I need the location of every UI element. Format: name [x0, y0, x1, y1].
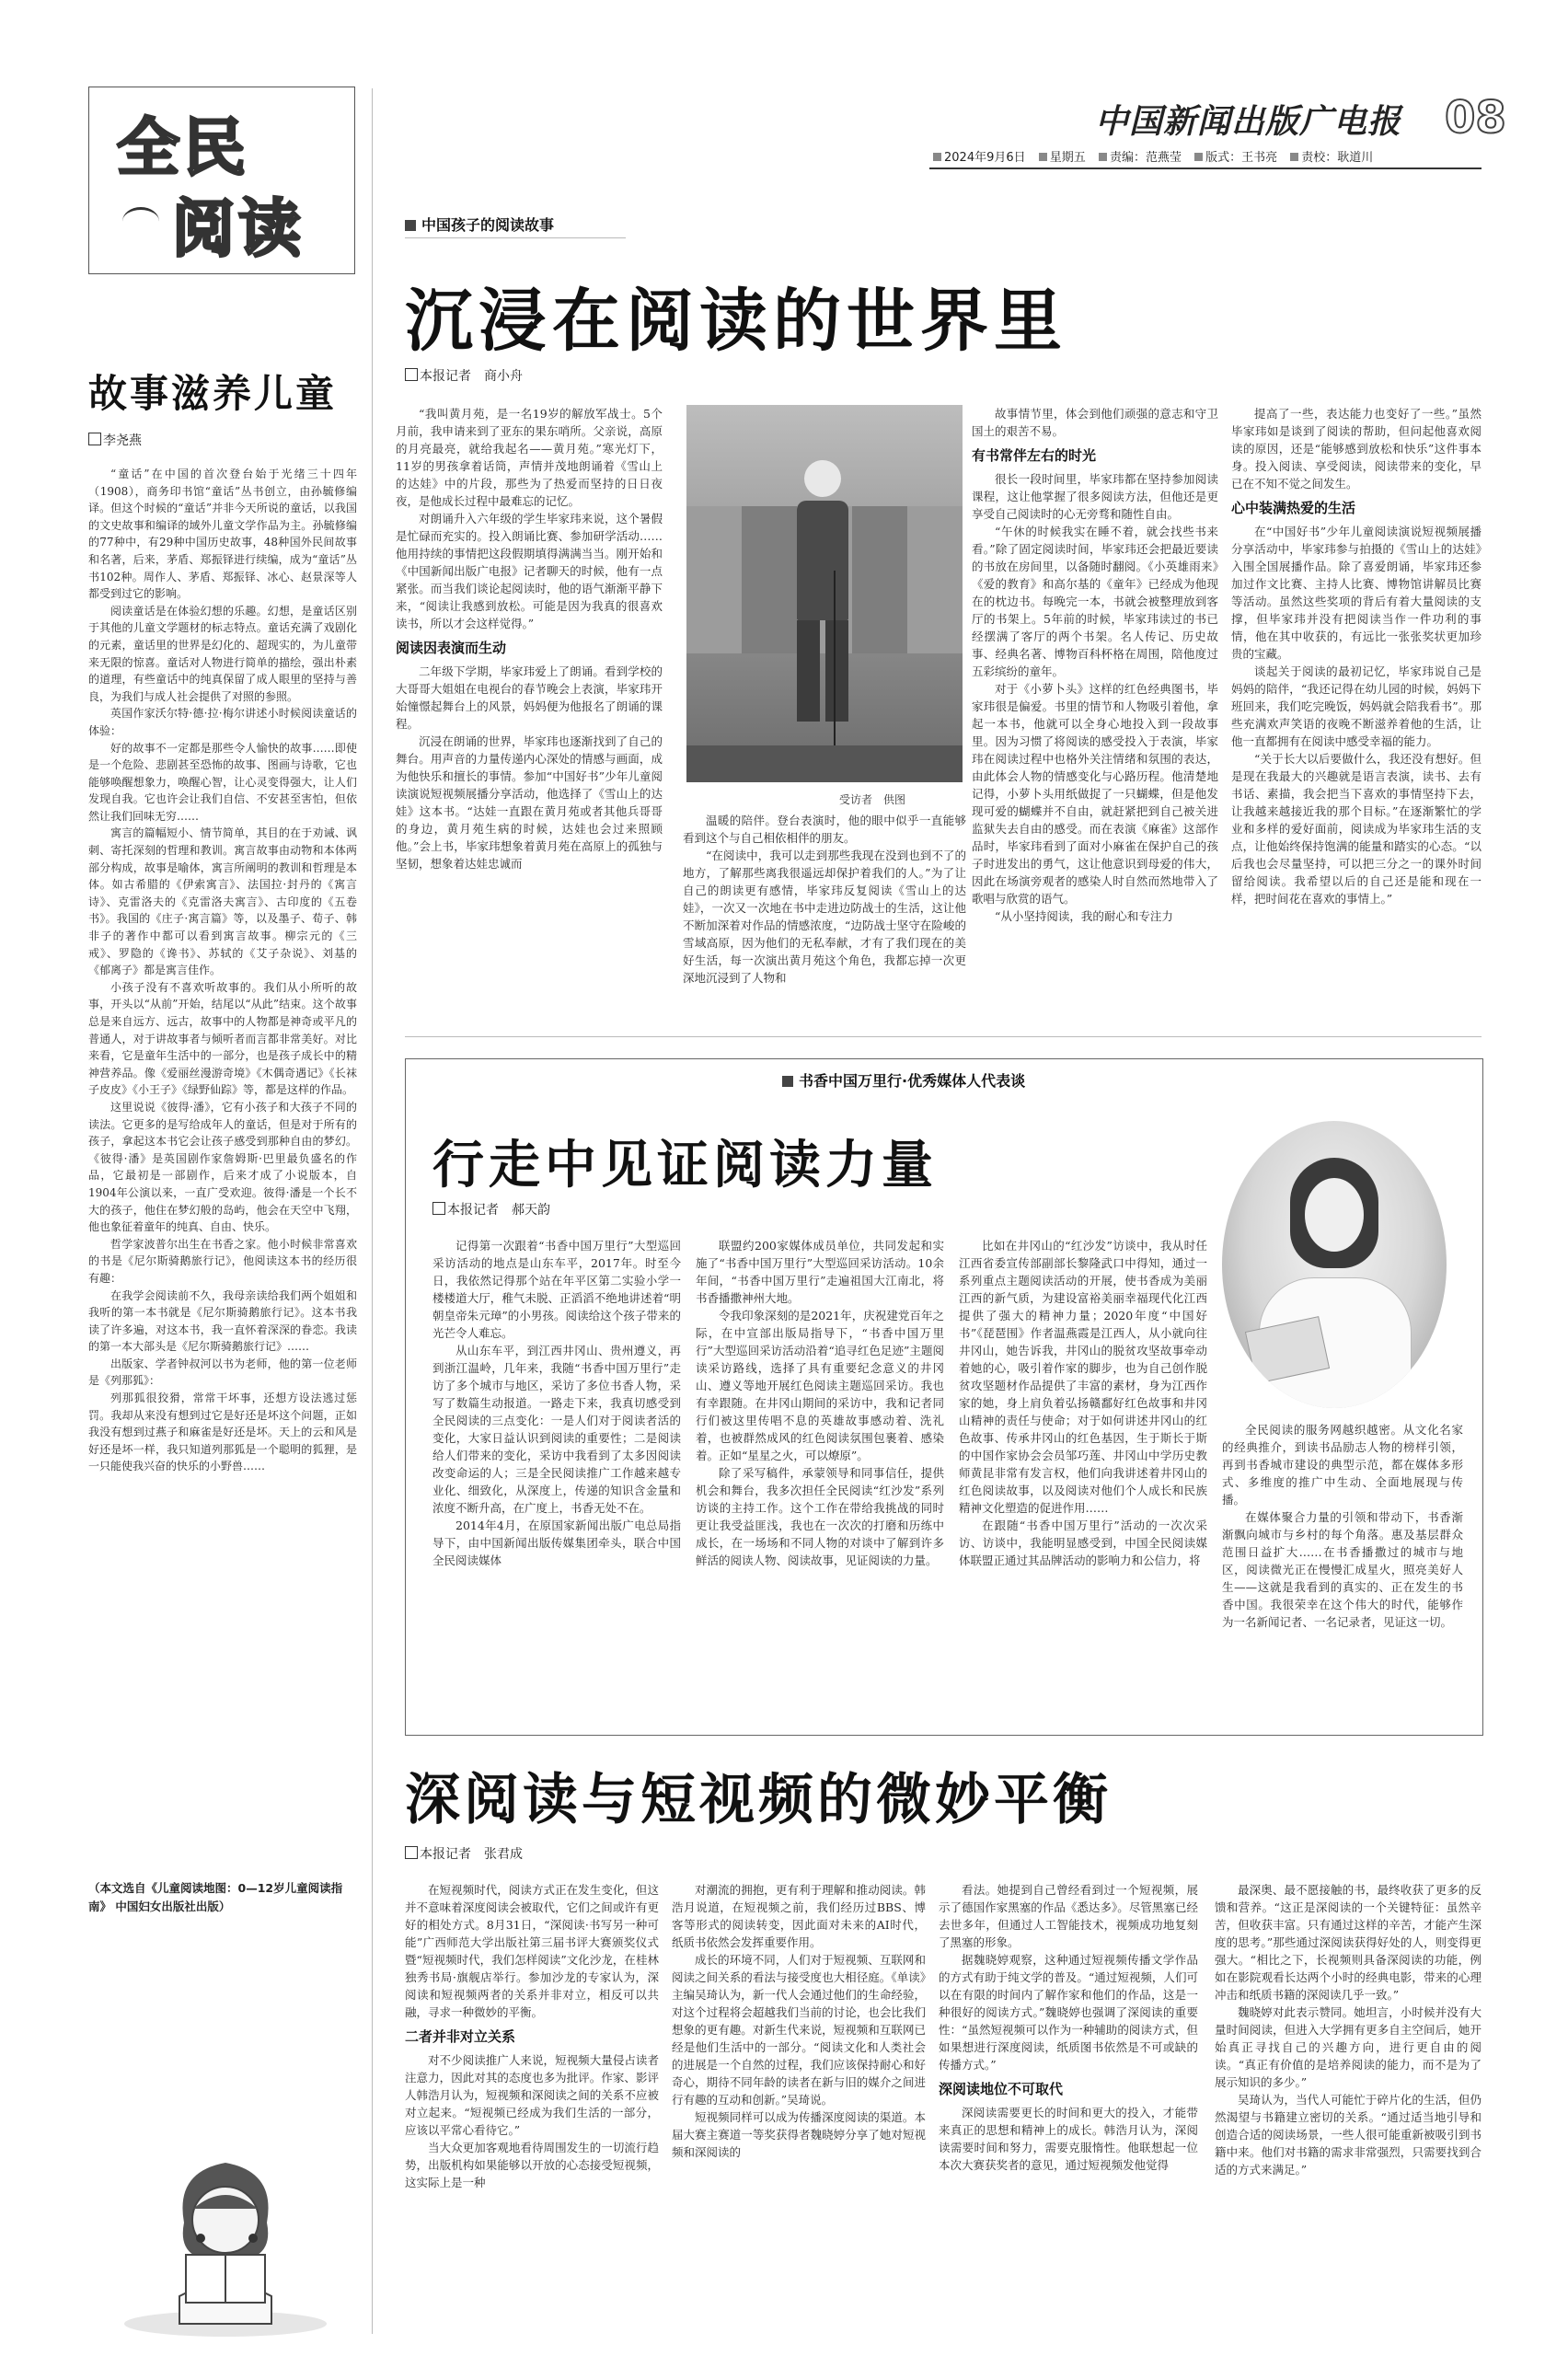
- article2-tag: [773, 1069, 1034, 1091]
- subheading: 有书常伴左右的时光: [972, 447, 1097, 464]
- article1-byline: [405, 366, 523, 385]
- paragraph: “童话”在中国的首次登台始于光绪三十四年（1908），商务印书馆“童话”丛书创立，由孙毓修编译。但这个时候的“童话”并非今天所说的童话，以我国的文史故事和编译的域外儿童文学作品为主。孙毓修编的77种中，有29种中国历史故事，48种国外民间故事和名著，后来，茅盾、郑振铎进行续编，成为“童话”丛书102种。周作人、茅盾、郑振铎、冰心、赵景深等人都受到过它的影响。: [88, 468, 357, 601]
- paragraph: 2014年4月，在原国家新闻出版广电总局指导下，由中国新闻出版传媒集团牵头，联合中国全民阅读媒体: [432, 1519, 681, 1567]
- paragraph: 在媒体聚合力量的引领和带动下，书香渐渐飘向城市与乡村的每个角落。惠及基层群众范围日益扩大……在书香播撒过的城市与地区，阅读微光正在慢慢汇成星火，照亮美好人生——这就是我看到的真实的、正在发生的书香中国。我很荣幸在这个伟大的时代，能够作为一名新闻记者、一名记录者，见证这一切。: [1222, 1510, 1463, 1629]
- article2-portrait: [1222, 1121, 1447, 1408]
- paragraph: 寓言的篇幅短小、情节简单，其目的在于劝诫、讽刺、寄托深刻的哲理和教训。寓言故事由动物和本体两部分构成，故事是喻体，寓言所阐明的教训和哲理是本体。如古希腊的《伊索寓言》、法国拉·封丹的《寓言诗》、克雷洛夫的《克雷洛夫寓言》、古印度的《五卷书》。我国的《庄子·寓言篇》等，以及墨子、荀子、韩非子的著作中都可以看到寓言故事。柳宗元的《三戒》、罗隐的《谗书》、苏轼的《艾子杂说》、刘基的《郁离子》都是寓言佳作。: [88, 826, 357, 977]
- paragraph: 故事情节里，体会到他们顽强的意志和守卫国土的艰苦不易。: [972, 407, 1218, 438]
- section-logo-line1: 全民: [117, 112, 250, 185]
- paragraph: 据魏晓婷观察，这种通过短视频传播文学作品的方式有助于纯文学的普及。“通过短视频，人们可以在有限的时间内了解作家和他们的作品，这是一种很好的阅读方式。”魏晓婷也强调了深阅读的重要性：“虽然短视频可以作为一种辅助的阅读方式，但如果想进行深度阅读，纸质图书依然是不可或缺的传播方式。”: [939, 1953, 1198, 2072]
- subheading: 二者并非对立关系: [405, 2028, 516, 2045]
- article1-photo-caption: 受访者 供图: [839, 793, 906, 806]
- subheading: 心中装满热爱的生活: [1231, 500, 1356, 516]
- paragraph: 除了采写稿件，承蒙领导和同事信任，提供机会和舞台，我多次担任全民阅读“红沙发”系列访谈的主持工作。这个工作在带给我挑战的同时更让我受益匪浅，我也在一次次的打磨和历练中成长，在一场场和不同人物的对谈中了解到许多鲜活的阅读人物、阅读故事，见证阅读的力量。: [696, 1466, 944, 1567]
- paragraph: 对不少阅读推广人来说，短视频大量侵占读者注意力，因此对其的态度也多为批评。作家、影评人韩浩月认为，短视频和深阅读之间的关系不应被对立起来。“短视频已经成为我们生活的一部分，应该以平常心看待它。”: [405, 2053, 659, 2137]
- paragraph: 从山东车平，到江西井冈山、贵州遵义，再到浙江温岭，几年来，我随“书香中国万里行”走访了多个城市与地区，采访了多位书香人物，采写了数篇生动报道。一路走下来，我真切感受到全民阅读的三点变化：一是人们对于阅读者活的变化，大家日益认识到阅读的重要性；二是阅读给人们带来的变化，采访中我看到了太多因阅读改变命运的人；三是全民阅读推广工作越来越专业化、细致化，从深度上，传递的知识含金量和浓度不断升高，在广度上，书香无处不在。: [432, 1344, 681, 1515]
- paragraph: 联盟约200家媒体成员单位，共同发起和实施了“书香中国万里行”大型巡回采访活动。10余年间，“书香中国万里行”走遍祖国大江南北，将书香播撒神州大地。: [696, 1239, 944, 1305]
- paragraph: 谈起关于阅读的最初记忆，毕家玮说自己是妈妈的陪伴，“我还记得在幼儿园的时候，妈妈下班回来，我们吃完晚饭，妈妈就会陪我看书”。那些充满欢声笑语的夜晚不断滋养着他的生活，让他一直都拥有在阅读中感受幸福的能力。: [1231, 664, 1482, 748]
- paragraph: 对于《小萝卜头》这样的红色经典图书，毕家玮很是偏爱。书里的情节和人物吸引着他，拿起一本书，他就可以全身心地投入到一段故事里。因为习惯了将阅读的感受投入于表演，毕家玮在阅读过程中也格外关注情绪和氛围的表达，由此体会人物的情感变化与心路历程。他清楚地记得，小萝卜头用纸做捉了一只蝴蝶，但是他发现可爱的蝴蝶并不自由，就赶紧把到自己被关进监狱失去自由的感受。而在表演《麻雀》这部作品时，毕家玮看到了面对小麻雀在保护自己的孩子时进发出的勇气，这让他意识到母爱的伟大，因此在场演旁观者的感染人时自然而然地带入了歌唱与欣赏的语气。: [972, 682, 1218, 906]
- left-article-author: 李尧燕: [103, 433, 142, 448]
- article3-byline-name: 张君成: [484, 1847, 523, 1862]
- article3-col1: [405, 1881, 659, 2332]
- paragraph: 吴琦认为，当代人可能忙于碎片化的生活，但仍然渴望与书籍建立密切的关系。“通过适当地引导和创造合适的阅读场景，一些人很可能重新被吸引到书籍中来。他们对书籍的需求非常强烈，只需要找到合适的方式来满足。”: [1215, 2093, 1482, 2177]
- left-article-body: [88, 466, 357, 1874]
- article1-col1: [396, 405, 663, 1023]
- paragraph: 列那狐很狡猾，常常干坏事，还想方设法逃过惩罚。我却从来没有想到过它是好还是坏这个问题，正如我没有想到过燕子和麻雀是好还是坏。天上的云和风是好还是坏一样，我只知道列那狐是一个聪明的狐狸，是一只能使我兴奋的快乐的小野兽……: [88, 1392, 357, 1473]
- article3-title: 深阅读与短视频的微妙平衡: [405, 1768, 1112, 1832]
- paragraph: 出版家、学者钟叔河以书为老师，他的第一位老师是《列那狐》：: [88, 1357, 357, 1388]
- issue-date: 2024年9月6日: [944, 151, 1026, 165]
- article1-col2: [683, 812, 966, 1023]
- paragraph: 二年级下学期，毕家玮爱上了朗诵。看到学校的大哥哥大姐姐在电视台的春节晚会上表演，毕家玮开始憧憬起舞台上的风景，妈妈便为他报名了朗诵的课程。: [396, 664, 663, 731]
- paragraph: “关于长大以后要做什么，我还没有想好。但是现在我最大的兴趣就是语言表演，读书、去有书话、素描，我会把当下喜欢的事情坚持下去，让我越来越接近我的那个目标。”在逐渐繁忙的学业和多样的爱好面前，阅读成为毕家玮生活的支点，让他始终保持饱满的能量和踏实的心态。“以后我也会尽量坚持，可以把三分之一的课外时间留给阅读。我希望以后的自己还是能和现在一样，把时间花在喜欢的事情上。”: [1231, 752, 1482, 906]
- article1-byline-label: 本报记者: [420, 369, 471, 384]
- paragraph: 对朗诵升入六年级的学生毕家玮来说，这个暑假是忙碌而充实的。投入朗诵比赛、参加研学活动……他用持续的事情把这段假期填得满满当当。刚开始和《中国新闻出版广电报》记者聊天的时候，他有一点紧张。而当我们谈论起阅读时，他的语气渐渐平静下来，“阅读让我感到放松。可能是因为我真的很喜欢读书，所以才会这样觉得。”: [396, 512, 663, 630]
- paragraph: 提高了一些，表达能力也变好了一些。”虽然毕家玮如是谈到了阅读的帮助，但问起他喜欢阅读的原因，还是“能够感到放松和快乐”这件事本身。投入阅读、享受阅读，阅读带来的变化，早已在不知不觉之间发生。: [1231, 407, 1482, 491]
- subheading: 阅读因表演而生动: [396, 640, 507, 656]
- page-number: 08: [1445, 92, 1506, 144]
- paragraph: 当大众更加客观地看待周围发生的一切流行趋势，出版机构如果能够以开放的心态接受短视频，这实际上是一种: [405, 2141, 659, 2189]
- paragraph: 魏晓婷对此表示赞同。她坦言，小时候并没有大量时间阅读，但进入大学拥有更多自主空间后，她开始真正寻找自己的兴趣方向，进行更自由的阅读。“真正有价值的是培养阅读的能力，而不是为了展示知识的多少。”: [1215, 2005, 1482, 2089]
- paragraph: 英国作家沃尔特·德·拉·梅尔讲述小时候阅读童话的体验：: [88, 707, 357, 737]
- paragraph: 好的故事不一定都是那些令人愉快的故事……即使是一个危险、悲剧甚至恐怖的故事、图画与诗歌，它也能够唤醒想象力，唤醒心智，让心灵变得强大，让人们发现自我。它也许会让我们自信、不安甚至害怕，但依然让我们回味无穷……: [88, 741, 357, 823]
- paper-name: 中国新闻出版广电报: [1095, 102, 1402, 141]
- paragraph: 最深奥、最不愿接触的书，最终收获了更多的反馈和营养。“这正是深阅读的一个关键特征：虽然辛苦，但收获丰富。只有通过这样的辛苦，才能产生深度的思考。”那些通过深阅读获得好处的人，则变得更强大。“相比之下，长视频则具备深阅读的功能，例如在影院观看长达两个小时的经典电影，带来的心理冲击和纸质书籍的深阅读几乎一致。”: [1215, 1883, 1482, 2002]
- proofreader: 责校：耿道川: [1301, 151, 1374, 165]
- paragraph: 记得第一次跟着“书香中国万里行”大型巡回采访活动的地点是山东车平，2017年。时至今日，我依然记得那个站在年平区第二实验小学一楼楼道大厅，稚气未脱、正滔滔不绝地讲述着“明朝皇帝朱元璋”的小男孩。阅读给这个孩子带来的光芒令人难忘。: [432, 1239, 681, 1340]
- paragraph: 这里说说《彼得·潘》，它有小孩子和大孩子不同的读法。它更多的是写给成年人的童话，但是对于所有的孩子，拿起这本书它会让孩子感受到那种自由的梦幻。《彼得·潘》是英国剧作家詹姆斯·巴里最负盛名的作品，它最初是一部剧作，后来才成了小说版本，自1904年公演以来，一直广受欢迎。彼得·潘是一个长不大的孩子，他住在梦幻般的岛屿，他会在天空中飞翔，他也象征着童年的纯真、自由、快乐。: [88, 1100, 357, 1234]
- paragraph: 全民阅读的服务网越织越密。从文化名家的经典推介，到读书品励志人物的榜样引领，再到书香城市建设的典型示范，都在媒体多形式、多维度的推广中生动、全面地展现与传播。: [1222, 1423, 1463, 1507]
- article3-col2: [672, 1881, 926, 2332]
- editor: 责编：范燕莹: [1109, 151, 1182, 165]
- article1-col3: [972, 405, 1218, 1023]
- paragraph: 阅读童话是在体验幻想的乐趣。幻想，是童话区别于其他的儿童文学题材的标志特点。童话充满了戏剧化的元素，童话里的世界是幻化的、超现实的，为儿童带来无限的惊喜。童话对人物进行简单的描绘，强出朴素的道理，有些童话中的纯真保留了成人眼里的坚持与善良，为我们与成人社会提供了对照的参照。: [88, 604, 357, 703]
- paragraph: 看法。她提到自己曾经看到过一个短视频，展示了德国作家黑塞的作品《悉达多》。尽管黑塞已经去世多年，但通过人工智能技术，视频成功地复刻了黑塞的形象。: [939, 1883, 1198, 1949]
- left-article-byline: [88, 431, 142, 449]
- paragraph: 很长一段时间里，毕家玮都在坚持参加阅读课程，这让他掌握了很多阅读方法，但他还是更享受自己阅读时的心无旁骛和随性自由。: [972, 472, 1218, 521]
- section-logo-line2: 阅读: [172, 193, 306, 266]
- article1-title: 沉浸在阅读的世界里: [405, 282, 1067, 361]
- paragraph: 哲学家波普尔出生在书香之家。他小时候非常喜欢的书是《尼尔斯骑鹅旅行记》，他阅读这本书的经历很有趣：: [88, 1237, 357, 1285]
- child-figure: [797, 460, 848, 755]
- article2-byline-name: 郝天韵: [512, 1203, 550, 1218]
- paragraph: 在“中国好书”少年儿童阅读演说短视频展播分享活动中，毕家玮参与拍摄的《雪山上的达娃》入围全国展播作品。除了喜爱朗诵，毕家玮还参加过作文比赛、主持人比赛、博物馆讲解员比赛等活动。虽然这些奖项的背后有着大量阅读的支撑，但毕家玮并没有把阅读当作一件功利的事情，他在其中收获的，有远比一张张奖状更加珍贵的宝藏。: [1231, 525, 1482, 661]
- paragraph: 深阅读需要更长的时间和更大的投入，才能带来真正的思想和精神上的成长。韩浩月认为，深阅读需要时间和努力，需要克服惰性。他联想起一位本次大赛获奖者的意见，通过短视频发他觉得: [939, 2106, 1198, 2172]
- paragraph: 小孩子没有不喜欢听故事的。我们从小所听的故事，开头以“从前”开始，结尾以“从此”结束。这个故事总是来自远方、远古，故事中的人物都是神奇或平凡的普通人，对于讲故事者与倾听者而言都非常美好。对比来看，它是童年生活中的一部分，也是孩子成长中的精神营养品。像《爱丽丝漫游奇境》《木偶奇遇记》《长袜子皮皮》《小王子》《绿野仙踪》等，都是这样的作品。: [88, 980, 357, 1097]
- paragraph: 在我学会阅读前不久，我母亲读给我们两个姐姐和我听的第一本书就是《尼尔斯骑鹅旅行记》。这本书我读了许多遍，对这本书，我一直怀着深深的眷恋。我读的第一本大部头是《尼尔斯骑鹅旅行记》……: [88, 1288, 357, 1354]
- article2-col1: [432, 1237, 681, 1715]
- article1-tag: [405, 214, 554, 235]
- article2-col3: [959, 1237, 1207, 1715]
- article1-photo: [686, 405, 963, 782]
- article2-byline: [432, 1200, 550, 1218]
- article2-title: 行走中见证阅读力量: [432, 1135, 938, 1195]
- paragraph: 对潮流的拥抱，更有利于理解和推动阅读。韩浩月说道，在短视频之前，我们经历过BBS、博客等形式的阅读转变，因此面对未来的AI时代，纸质书依然会发挥重要作用。: [672, 1883, 926, 1949]
- article3-col3: [939, 1881, 1198, 2332]
- section-logo: [88, 87, 355, 274]
- paragraph: “我叫黄月苑，是一名19岁的解放军战士。5个月前，我申请来到了亚东的果东哨所。父亲说，高原的月亮最亮，就给我起名——黄月苑。”寒光灯下，11岁的男孩拿着话筒，声情并茂地朗诵着《雪山上的达娃》中的片段，那些为了热爱而坚持的日日夜夜，是他成长过程中最难忘的记忆。: [396, 407, 663, 508]
- paragraph: 温暖的陪伴。登台表演时，他的眼中似乎一直能够看到这个与自己相依相伴的朋友。: [683, 814, 966, 845]
- microphone-stand-icon: [834, 571, 836, 755]
- article2-byline-label: 本报记者: [447, 1203, 499, 1218]
- paragraph: 短视频同样可以成为传播深度阅读的渠道。本届大赛主赛道一等奖获得者魏晓婷分享了她对短视频和深阅读的: [672, 2110, 926, 2159]
- left-article-source: （本文选自《儿童阅读地图：0—12岁儿童阅读指南》 中国妇女出版社出版）: [88, 1881, 343, 1913]
- subheading: 深阅读地位不可取代: [939, 2081, 1064, 2097]
- article3-byline-label: 本报记者: [420, 1847, 471, 1862]
- article2-col4: [1222, 1421, 1463, 1715]
- book-logo-icon: [122, 207, 159, 236]
- paragraph: 比如在井冈山的“红沙发”访谈中，我从时任江西省委宣传部副部长黎隆武口中得知，通过一系列重点主题阅读活动的开展，使书香成为美丽江西的新气质，为建设富裕美丽幸福现代化江西提供了强大的精神力量；2020年度“中国好书”《琵琶围》作者温燕霞是江西人，从小就向往井冈山，她告诉我，井冈山的脱贫攻坚故事牵动着她的心，吸引着作家的脚步，也为自己创作脱贫攻坚题材作品提供了丰富的素材，身为江西作家的她，身上肩负着弘扬赣鄱好红色故事和井冈山精神的责任与使命；对于如何讲述井冈山的红色故事、传承井冈山的红色基因，生于斯长于斯的中国作家协会会员邹巧莲、井冈山中学历史教师黄昆非常有发言权，他们向我讲述着井冈山的红色阅读故事，以及阅读对他们个人成长和民族精神文化塑造的促进作用……: [959, 1239, 1207, 1515]
- masthead-info: [933, 147, 1373, 165]
- article3-col4: [1215, 1881, 1482, 2332]
- paragraph: “从小坚持阅读，我的耐心和专注力: [995, 909, 1173, 923]
- article3-byline: [405, 1844, 523, 1863]
- left-article-title: 故事滋养儿童: [88, 371, 338, 416]
- article2-col2: [696, 1237, 944, 1715]
- paragraph: 在跟随“书香中国万里行”活动的一次次采访、访谈中，我能明显感受到，中国全民阅读媒体联盟正通过其品牌活动的影响力和公信力，将: [959, 1519, 1207, 1567]
- article1-col4: [1231, 405, 1482, 1023]
- paragraph: 在短视频时代，阅读方式正在发生变化，但这并不意味着深度阅读会被取代，它们之间或许有更好的相处方式。8月31日，“深阅读·书写另一种可能”广西师范大学出版社第三届书评大赛颁奖仪式暨“短视频时代，我们怎样阅读”文化沙龙，在桂林独秀书局·旗舰店举行。参加沙龙的专家认为，深阅读和短视频两者的关系并非对立，相反可以共融，寻求一种微妙的平衡。: [405, 1883, 659, 2019]
- article2-tag-text: 书香中国万里行·优秀媒体人代表谈: [799, 1072, 1026, 1090]
- girl-reading-illustration: [120, 2135, 331, 2338]
- paragraph: 沉浸在朗诵的世界，毕家玮也逐渐找到了自己的舞台。用声音的力量传递内心深处的情感与画面，成为他快乐和擅长的事情。参加“中国好书”少年儿童阅读演说短视频展播分享活动，他选择了《雪山上的达娃》这本书。“达娃一直跟在黄月苑或者其他兵哥哥的身边，黄月苑生病的时候，达娃也会过来照顾他。”会上书，毕家玮想象着黄月苑在高原上的孤独与坚韧，想象着达娃忠诚而: [396, 734, 663, 871]
- paragraph: “午休的时候我实在睡不着，就会找些书来看。”除了固定阅读时间，毕家玮还会把最近要读的书放在房间里，以备随时翻阅。《小英雄雨来》《爱的教育》和高尔基的《童年》已经成为他现在的枕边书。每晚完一本，书就会被整理放到客厅的书架上。5年前的时候，毕家玮读过的书已经摆满了客厅的两个书架。名人传记、历史故事、经典名著、博物百科杯格在周围，陪他度过五彩缤纷的童年。: [972, 525, 1218, 678]
- article1-tag-text: 中国孩子的阅读故事: [421, 216, 555, 234]
- issue-weekday: 星期五: [1049, 151, 1086, 165]
- paragraph: “在阅读中，我可以走到那些我现在没到也到不了的地方，了解那些离我很遥远却保护着我们的人。”为了让自己的朗读更有感情，毕家玮反复阅读《雪山上的达娃》，一次又一次地在书中走进边防战士的生活，这让他不断加深着对作品的情感浓度，“边防战士坚守在险峻的雪域高原，因为他们的无私奉献，才有了我们现在的美好生活，每一次演出黄月苑这个角色，我都忘掉一次更深地沉浸到了人物和: [683, 849, 966, 985]
- designer: 版式：王书亮: [1205, 151, 1278, 165]
- paragraph: 成长的环境不同，人们对于短视频、互联网和阅读之间关系的看法与接受度也大相径庭。《单读》主编吴琦认为，新一代人会通过他们的生命经验，对这个过程将会超越我们当前的讨论，也会比我们想象的更有趣。对新生代来说，短视频和互联网已经是他们生活中的一部分。“阅读文化和人类社会的进展是一个自然的过程，我们应该保持耐心和好奇心，期待不同年龄的读者在新与旧的媒介之间进行有趣的互动和创新。”吴琦说。: [672, 1953, 926, 2107]
- article1-byline-name: 商小舟: [484, 369, 523, 384]
- paragraph: 令我印象深刻的是2021年，庆祝建党百年之际，在中宣部出版局指导下，“书香中国万里行”大型巡回采访活动沿着“追寻红色足迹”主题阅读采访路线，选择了具有重要纪念意义的井冈山、遵义等地开展红色阅读主题巡回采访。我也有幸跟随。在井冈山期间的采访中，我和记者同行们被这里传唱不息的英雄故事感动着、洗礼着，也被群然成风的红色阅读氛围包裹着、感染着。正如“星星之火，可以燎原”。: [696, 1309, 944, 1462]
